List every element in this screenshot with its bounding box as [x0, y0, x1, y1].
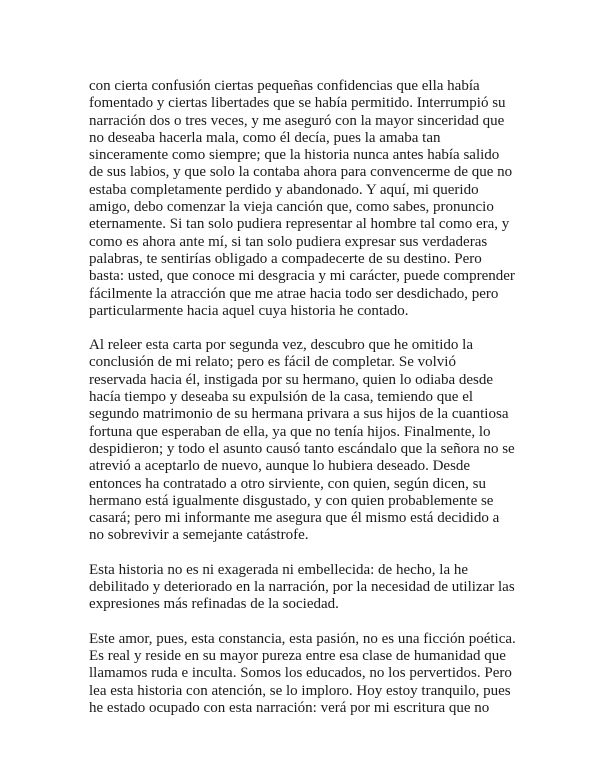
text-line: expresiones más refinadas de la sociedad. [89, 596, 339, 613]
text-line: de sus labios, y que solo la contaba ahora para convencerme de que no [89, 164, 513, 181]
paragraph-4 [89, 631, 519, 717]
text-line: Este amor, pues, esta constancia, esta pasión, no es una ficción poética. [89, 630, 516, 647]
paragraph-1 [89, 78, 519, 320]
text-line: con cierta confusión ciertas pequeñas confidencias que ella había [89, 78, 480, 94]
text-line: Es real y reside en su mayor pureza entre esa clase de humanidad que [89, 647, 506, 664]
text-line: entonces ha contratado a otro sirviente, con quien, según dicen, su [89, 475, 486, 492]
text-line: narración dos o tres veces, y me aseguró con la mayor sinceridad que [89, 112, 505, 129]
text-line: he estado ocupado con esta narración: verá por mi escritura que no [89, 699, 490, 716]
text-line: palabras, te sentirías obligado a compadecerte de su destino. Pero [89, 250, 482, 267]
text-line: eternamente. Si tan solo pudiera representar al hombre tal como era, y [89, 216, 510, 233]
text-line: Al releer esta carta por segunda vez, descubro que he omitido la [89, 337, 474, 354]
text-line: basta: usted, que conoce mi desgracia y mi carácter, puede comprender [89, 268, 515, 285]
text-line: particularmente hacia aquel cuya historia he contado. [89, 302, 409, 319]
text-line: como es ahora ante mí, si tan solo pudiera expresar sus verdaderas [89, 233, 488, 250]
text-line: llamamos ruda e inculta. Somos los educados, no los pervertidos. Pero [89, 665, 512, 682]
document-page [89, 78, 519, 734]
text-line: reservada hacia él, instigada por su hermano, quien lo odiaba desde [89, 371, 494, 388]
text-line: despidieron; y todo el asunto causó tanto escándalo que la señora no se [89, 440, 515, 457]
text-line: atrevió a aceptarlo de nuevo, aunque lo hubiera deseado. Desde [89, 458, 471, 475]
text-line: casará; pero mi informante me asegura que él mismo está decidido a [89, 510, 500, 527]
paragraph-2 [89, 337, 519, 545]
text-line: debilitado y deteriorado en la narración, por la necesidad de utilizar las [89, 579, 515, 596]
text-line: conclusión de mi relato; pero es fácil de completar. Se volvió [89, 354, 456, 371]
text-line: fomentado y ciertas libertades que se había permitido. Interrumpió su [89, 95, 506, 112]
text-line: fortuna que esperaban de ella, ya que no tenía hijos. Finalmente, lo [89, 423, 491, 440]
text-line: lea esta historia con atención, se lo imploro. Hoy estoy tranquilo, pues [89, 682, 511, 699]
text-line: hacía tiempo y deseaba su expulsión de la casa, temiendo que el [89, 389, 474, 406]
text-line: no deseaba hacerla mala, como él decía, pues la amaba tan [89, 129, 441, 146]
text-line: estaba completamente perdido y abandonado. Y aquí, mi querido [89, 181, 479, 198]
paragraph-3 [89, 562, 519, 614]
text-line: amigo, debo comenzar la vieja canción que, como sabes, pronuncio [89, 199, 494, 216]
text-line: Esta historia no es ni exagerada ni embellecida: de hecho, la he [89, 561, 469, 578]
text-line: no sobrevivir a semejante catástrofe. [89, 527, 309, 544]
text-line: sinceramente como siempre; que la historia nunca antes había salido [89, 147, 500, 164]
text-line: hermano está igualmente disgustado, y con quien probablemente se [89, 492, 494, 509]
text-line: segundo matrimonio de su hermana privara a sus hijos de la cuantiosa [89, 406, 509, 423]
text-line: fácilmente la atracción que me atrae hacia todo ser desdichado, pero [89, 285, 499, 302]
